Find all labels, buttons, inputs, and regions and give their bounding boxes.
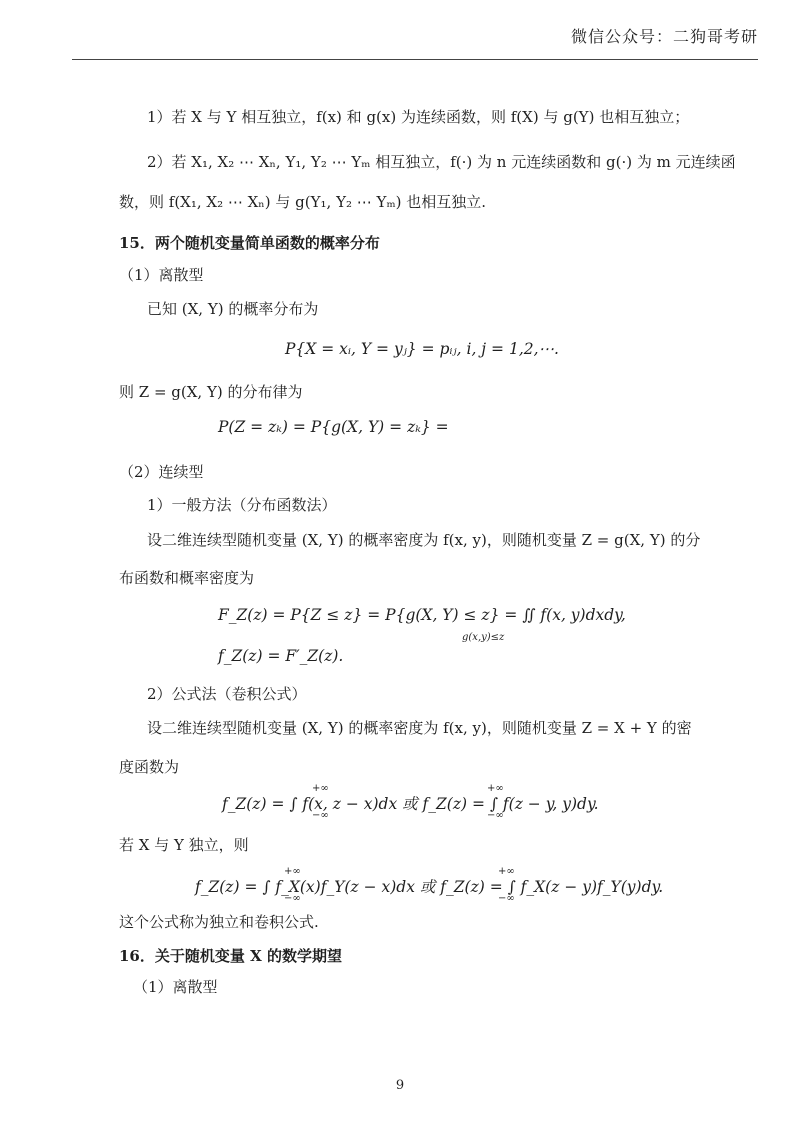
text-independent: 若 X 与 Y 独立，则 <box>119 836 249 854</box>
page-header: 微信公众号：二狗哥考研 <box>570 27 758 46</box>
text-p2b: 数，则 f(X₁, X₂ ⋯ Xₙ) 与 g(Y₁, Y₂ ⋯ Yₘ) 也相互独立. <box>119 193 487 211</box>
text-p4b: 度函数为 <box>119 758 180 776</box>
double-integral-region: g(x,y)≤z <box>462 632 505 643</box>
equation-distribution-function: F_Z(z) = P{Z ≤ z} = P{g(X, Y) ≤ z} = ∬ f(x, y)dxdy, <box>218 606 626 624</box>
text-then-z: 则 Z = g(X, Y) 的分布律为 <box>119 383 303 401</box>
integral-lower-limit-3: −∞ <box>284 893 301 904</box>
equation-convolution-general: f_Z(z) = ∫ f(x, z − x)dx 或 f_Z(z) = ∫ f(z − y, y)dy. <box>222 795 599 813</box>
text-method-2: 2）公式法（卷积公式） <box>147 685 307 703</box>
text-p3a: 设二维连续型随机变量 (X, Y) 的概率密度为 f(x, y)，则随机变量 Z = g(X, Y) 的分 <box>147 531 701 549</box>
integral-lower-limit-2: −∞ <box>487 810 504 821</box>
heading-16: 16．关于随机变量 X 的数学期望 <box>119 947 342 965</box>
text-method-1: 1）一般方法（分布函数法） <box>147 496 337 514</box>
subheading-discrete-1: （1）离散型 <box>119 266 204 284</box>
equation-convolution-independent: f_Z(z) = ∫ f_X(x)f_Y(z − x)dx 或 f_Z(z) = ∫ f_X(z − y)f_Y(y)dy. <box>195 878 664 896</box>
text-convolution-note: 这个公式称为独立和卷积公式. <box>119 913 319 931</box>
equation-z-distribution: P(Z = zₖ) = P{g(X, Y) = zₖ} = <box>218 418 449 436</box>
text-p4a: 设二维连续型随机变量 (X, Y) 的概率密度为 f(x, y)，则随机变量 Z = X + Y 的密 <box>147 719 692 737</box>
equation-density-derivative: f_Z(z) = F′_Z(z). <box>218 647 344 665</box>
heading-15: 15．两个随机变量简单函数的概率分布 <box>119 234 380 252</box>
subheading-discrete-2: （1）离散型 <box>133 978 218 996</box>
text-p2a: 2）若 X₁, X₂ ⋯ Xₙ, Y₁, Y₂ ⋯ Yₘ 相互独立，f(·) 为 n 元连续函数和 g(·) 为 m 元连续函 <box>147 153 736 171</box>
text-p3b: 布函数和概率密度为 <box>119 569 255 587</box>
text-known: 已知 (X, Y) 的概率分布为 <box>147 300 319 318</box>
equation-joint-distribution: P{X = xᵢ, Y = yⱼ} = pᵢⱼ, i, j = 1,2,⋯. <box>285 340 559 358</box>
integral-upper-limit-2: +∞ <box>487 783 504 794</box>
integral-upper-limit-4: +∞ <box>498 866 515 877</box>
text-p1: 1）若 X 与 Y 相互独立，f(x) 和 g(x) 为连续函数，则 f(X) 与 g(Y) 也相互独立； <box>147 108 690 126</box>
page-number: 9 <box>395 1078 405 1093</box>
integral-upper-limit-3: +∞ <box>284 866 301 877</box>
integral-upper-limit-1: +∞ <box>312 783 329 794</box>
header-rule <box>72 59 758 60</box>
integral-lower-limit-4: −∞ <box>498 893 515 904</box>
subheading-continuous: （2）连续型 <box>119 463 204 481</box>
integral-lower-limit-1: −∞ <box>312 810 329 821</box>
